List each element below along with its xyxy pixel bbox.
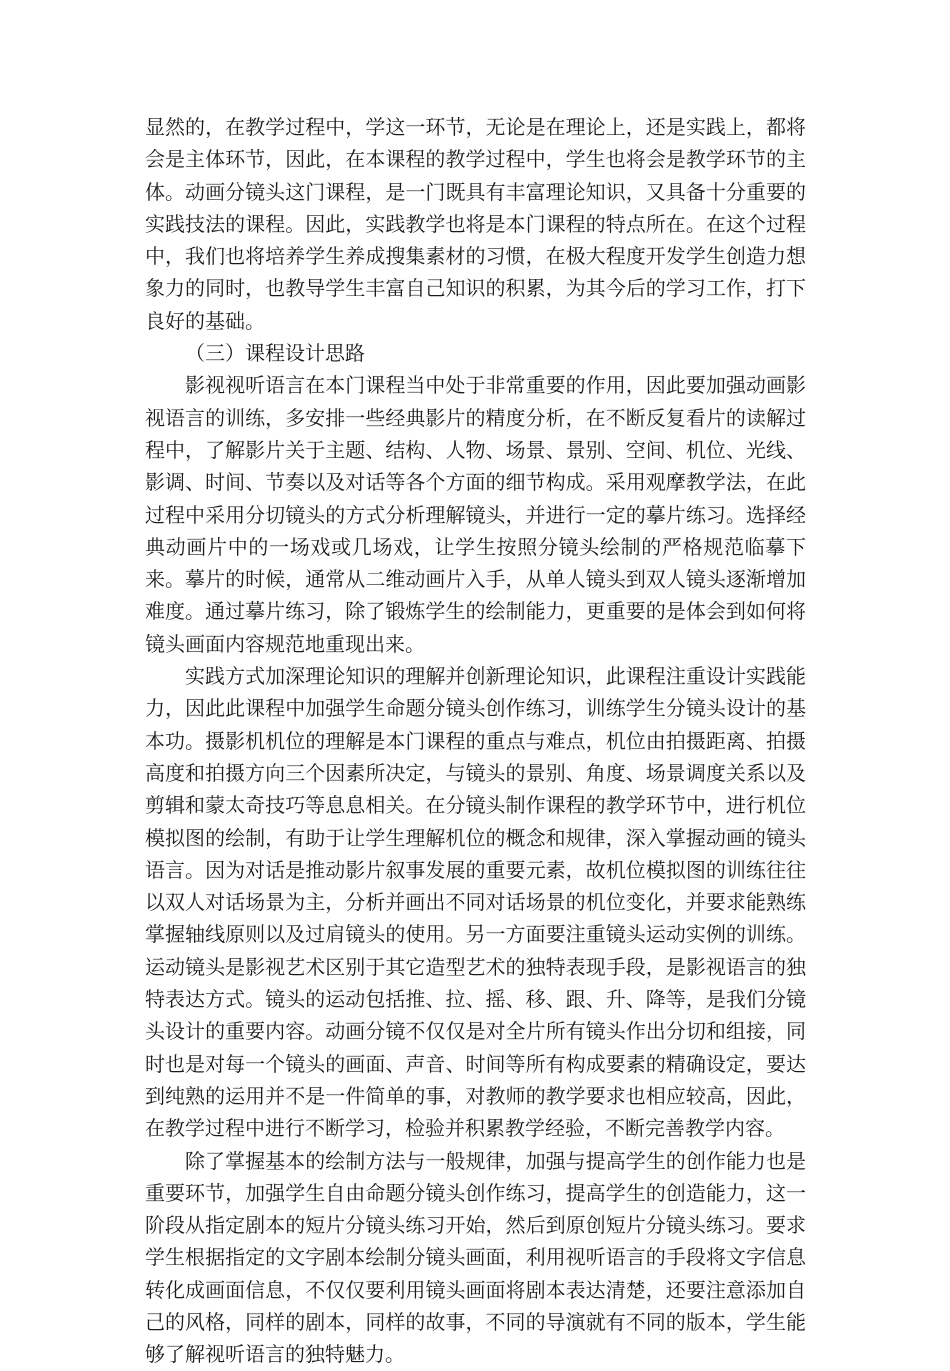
paragraph-practice-method: 实践方式加深理论知识的理解并创新理论知识，此课程注重设计实践能力，因此此课程中加强学生命题分镜头创作练习，训练学生分镜头设计的基本功。摄影机机位的理解是本门课程的重点与难点，机位由拍摄距离、拍摄高度和拍摄方向三个因素所决定，与镜头的景别、角度、场景调度关系以及剪辑和蒙太奇技巧等息息相关。在分镜头制作课程的教学环节中，进行机位模拟图的绘制，有助于让学生理解机位的概念和规律，深入掌握动画的镜头语言。因为对话是推动影片叙事发展的重要元素，故机位模拟图的训练往往以双人对话场景为主，分析并画出不同对话场景的机位变化，并要求能熟练掌握轴线原则以及过肩镜头的使用。另一方面要注重镜头运动实例的训练。运动镜头是影视艺术区别于其它造型艺术的独特表现手段，是影视语言的独特表达方式。镜头的运动包括推、拉、摇、移、跟、升、降等，是我们分镜头设计的重要内容。动画分镜不仅仅是对全片所有镜头作出分切和组接，同时也是对每一个镜头的画面、声音、时间等所有构成要素的精确设定，要达到纯熟的运用并不是一件简单的事，对教师的教学要求也相应较高，因此，在教学过程中进行不断学习，检验并积累教学经验，不断完善教学内容。: [145, 664, 806, 1141]
paragraph-continuation: 显然的，在教学过程中，学这一环节，无论是在理论上，还是实践上，都将会是主体环节，因此，在本课程的教学过程中，学生也将会是教学环节的主体。动画分镜头这门课程，是一门既具有丰富理论知识，又具备十分重要的实践技法的课程。因此，实践教学也将是本门课程的特点所在。在这个过程中，我们也将培养学生养成搜集素材的习惯，在极大程度开发学生创造力想象力的同时，也教导学生丰富自己知识的积累，为其今后的学习工作，打下良好的基础。: [145, 115, 806, 333]
paragraph-creative-ability: 除了掌握基本的绘制方法与一般规律，加强与提高学生的创作能力也是重要环节，加强学生自由命题分镜头创作练习，提高学生的创造能力，这一阶段从指定剧本的短片分镜头练习开始，然后到原创短片分镜头练习。要求学生根据指定的文字剧本绘制分镜头画面，利用视听语言的手段将文字信息转化成画面信息，不仅仅要利用镜头画面将剧本表达清楚，还要注意添加自己的风格，同样的剧本，同样的故事，不同的导演就有不同的版本，学生能够了解视听语言的独特魅力。: [145, 1148, 806, 1367]
section-heading: （三）课程设计思路: [185, 341, 365, 366]
document-page: [145, 111, 806, 1371]
paragraph-design-approach: 影视视听语言在本门课程当中处于非常重要的作用，因此要加强动画影视语言的训练，多安排一些经典影片的精度分析，在不断反复看片的读解过程中，了解影片关于主题、结构、人物、场景、景别、空间、机位、光线、影调、时间、节奏以及对话等各个方面的细节构成。采用观摩教学法，在此过程中采用分切镜头的方式分析理解镜头，并进行一定的摹片练习。选择经典动画片中的一场戏或几场戏，让学生按照分镜头绘制的严格规范临摹下来。摹片的时候，通常从二维动画片入手，从单人镜头到双人镜头逐渐增加难度。通过摹片练习，除了锻炼学生的绘制能力，更重要的是体会到如何将镜头画面内容规范地重现出来。: [145, 373, 806, 656]
